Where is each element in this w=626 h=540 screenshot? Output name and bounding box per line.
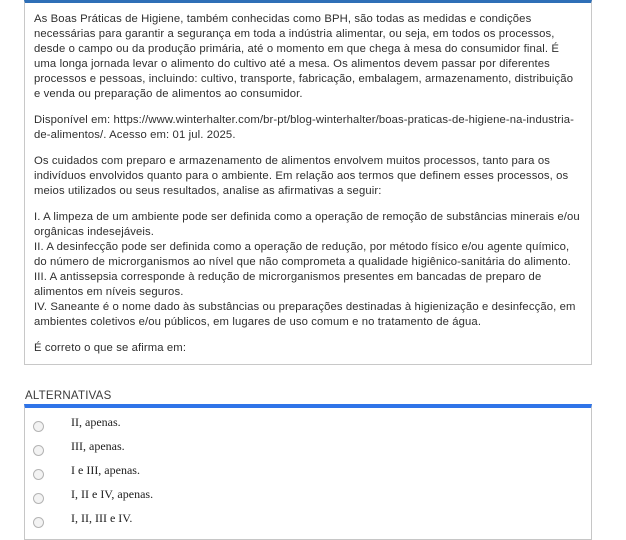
question-statements-list	[34, 210, 581, 330]
question-paragraph-instruction: Os cuidados com preparo e armazenamento de alimentos envolvem muitos processos, tanto para os indivíduos envolvidos quanto para o ambiente. Em relação aos termos que definem esses processos, os meios utilizados ou seus resultados, analise as afirmativas a seguir:	[34, 155, 569, 197]
alternative-option-1[interactable]	[25, 412, 591, 436]
statement-ii: II. A desinfecção pode ser definida como a operação de redução, por método físico e/ou agente químico, do número de microrganismos ao nível que não comprometa a qualidade higiênico-sanitária do alimento.	[34, 241, 571, 268]
statement-i: I. A limpeza de um ambiente pode ser definida como a operação de remoção de substâncias minerais e/ou orgânicas indesejáveis.	[34, 211, 580, 238]
alternative-label: II, apenas.	[71, 415, 121, 429]
question-paragraph-intro: As Boas Práticas de Higiene, também conhecidas como BPH, são todas as medidas e condições necessárias para garantir a segurança em toda a indústria alimentar, ou seja, em todos os processos, desde o campo ou da produção primária, até o momento em que chega à mesa do consumidor final. É uma longa jornada levar o alimento do cultivo até a mesa. Os alimentos devem passar por diferentes processos e pessoas, incluindo: cultivo, transporte, fabricação, embalagem, armazenamento, distribuição e venda ou preparação de alimentos ao consumidor.	[34, 13, 574, 100]
alternatives-header: ALTERNATIVAS	[25, 390, 112, 402]
question-statement-panel	[24, 0, 592, 365]
alternative-label: I e III, apenas.	[71, 463, 140, 477]
alternative-label: III, apenas.	[71, 439, 125, 453]
alternative-label: I, II e IV, apenas.	[71, 487, 154, 501]
alternative-option-3[interactable]	[25, 460, 591, 484]
alternatives-panel	[24, 404, 592, 540]
radio-button-icon[interactable]	[33, 469, 44, 480]
statement-iv: IV. Saneante é o nome dado às substâncias ou preparações destinadas à higienização e desinfecção, em ambientes coletivos e/ou públicos, em lugares de uso comum e no tratamento de água.	[34, 301, 576, 328]
radio-button-icon[interactable]	[33, 445, 44, 456]
alternatives-section	[24, 390, 592, 540]
alternative-option-4[interactable]	[25, 484, 591, 508]
question-closing-prompt: É correto o que se afirma em:	[34, 342, 187, 354]
radio-button-icon[interactable]	[33, 493, 44, 504]
radio-button-icon[interactable]	[33, 421, 44, 432]
statement-iii: III. A antissepsia corresponde à redução de microrganismos presentes em bancadas de preparo de alimentos em níveis seguros.	[34, 271, 542, 298]
alternative-label: I, II, III e IV.	[71, 511, 133, 525]
question-source-citation: Disponível em: https://www.winterhalter.com/br-pt/blog-winterhalter/boas-praticas-de-higiene-na-industria-de-alimentos/. Acesso em: 01 jul. 2025.	[34, 114, 575, 141]
alternative-option-2[interactable]	[25, 436, 591, 460]
radio-button-icon[interactable]	[33, 517, 44, 528]
alternative-option-5[interactable]	[25, 508, 591, 532]
